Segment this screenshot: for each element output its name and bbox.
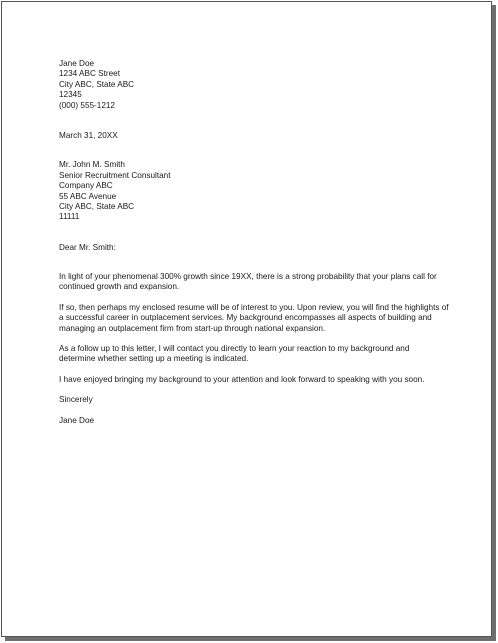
recipient-name: Mr. John M. Smith: [59, 160, 125, 170]
letter-date: March 31, 20XX: [59, 130, 118, 140]
paragraph-line: a successful career in outplacement services. My background encompasses all aspects of building and: [59, 313, 432, 323]
paragraph-4: [59, 375, 444, 385]
sender-zip: 12345: [59, 90, 82, 100]
closing: Sincerely: [59, 395, 93, 405]
paragraph-line: managing an outplacement firm from start-up through national expansion.: [59, 323, 326, 333]
sender-street: 1234 ABC Street: [59, 69, 120, 79]
salutation: Dear Mr. Smith:: [59, 242, 116, 252]
sender-city-state: City ABC, State ABC: [59, 79, 135, 89]
signature-block: [59, 416, 444, 426]
paragraph-line: In light of your phenomenal 300% growth since 19XX, there is a strong probability that your plans call for: [59, 272, 437, 282]
paragraph-line: continued growth and expansion.: [59, 282, 180, 292]
recipient-street: 55 ABC Avenue: [59, 191, 117, 201]
paragraph-1: [59, 272, 444, 293]
recipient-city-state: City ABC, State ABC: [59, 201, 135, 211]
sender-name: Jane Doe: [59, 59, 95, 68]
letter-page: [1, 1, 492, 637]
signature-name: Jane Doe: [59, 415, 95, 425]
salutation-block: [59, 243, 444, 253]
recipient-address: [59, 160, 444, 222]
paragraph-line: If so, then perhaps my enclosed resume will be of interest to you. Upon review, you will find the highlights of: [59, 302, 449, 312]
paragraph-line: As a follow up to this letter, I will contact you directly to learn your reaction to my background and: [59, 344, 410, 354]
letter-body: [59, 59, 449, 426]
sender-address: [59, 59, 444, 111]
recipient-company: Company ABC: [59, 181, 113, 191]
paragraph-line: determine whether setting up a meeting is indicated.: [59, 354, 249, 364]
recipient-zip: 11111: [59, 212, 80, 222]
sender-phone: (000) 555-1212: [59, 100, 115, 110]
paragraph-3: [59, 344, 444, 365]
letter-date-block: [59, 131, 444, 141]
paragraph-2: [59, 302, 449, 334]
recipient-title: Senior Recruitment Consultant: [59, 170, 171, 180]
paragraph-line: I have enjoyed bringing my background to your attention and look forward to speaking with you soon.: [59, 374, 425, 384]
closing-block: [59, 395, 444, 405]
